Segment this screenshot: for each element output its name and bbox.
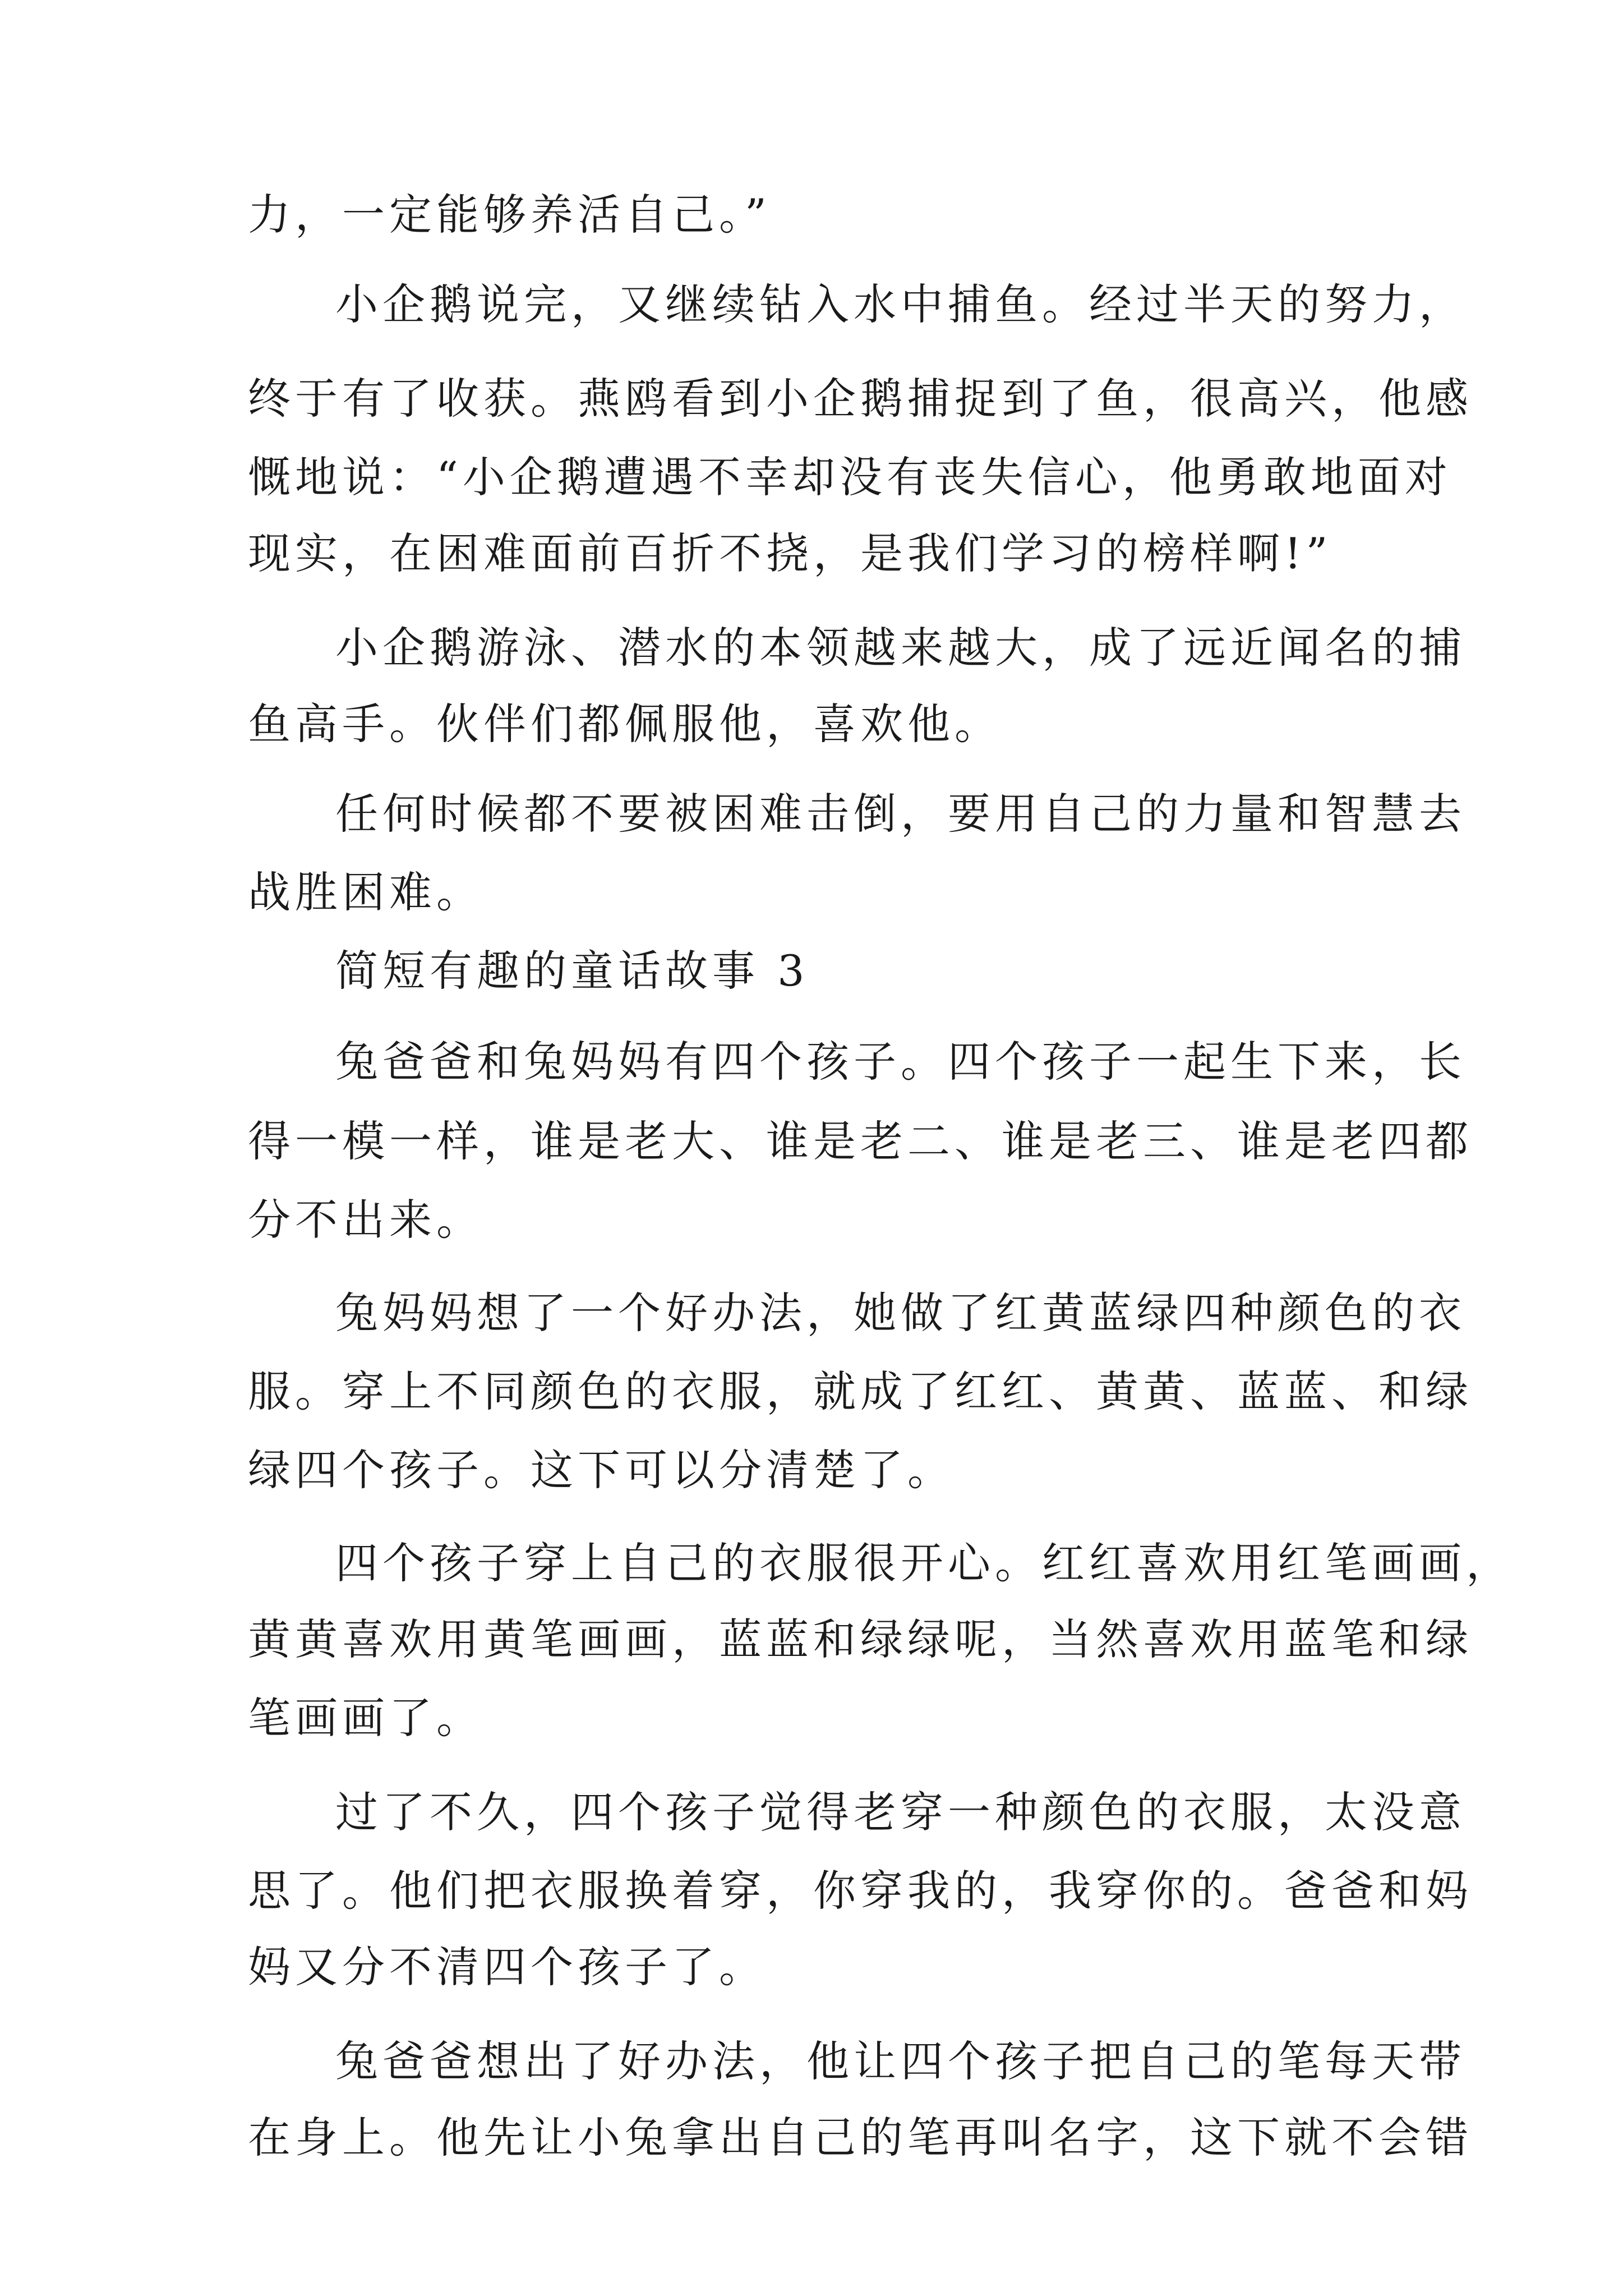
text-line: 战胜困难。 [248,867,483,917]
text-line: 妈又分不清四个孩子了。 [248,1942,766,1992]
text-line: 兔妈妈想了一个好办法，她做了红黄蓝绿四种颜色的衣 [335,1288,1466,1338]
text-line: 任何时候都不要被困难击倒，要用自己的力量和智慧去 [335,789,1466,839]
text-line: 力，一定能够养活自己。” [248,190,771,240]
text-line: 笔画画了。 [248,1693,483,1743]
text-line: 小企鹅说完，又继续钻入水中捕鱼。经过半天的努力， [335,279,1466,329]
text-line: 小企鹅游泳、潜水的本领越来越大，成了远近闻名的捕 [335,623,1466,673]
text-line: 四个孩子穿上自己的衣服很开心。红红喜欢用红笔画画， [335,1538,1513,1588]
text-line: 鱼高手。伙伴们都佩服他，喜欢他。 [248,699,1002,749]
text-line: 绿四个孩子。这下可以分清楚了。 [248,1445,955,1495]
text-line: 分不出来。 [248,1195,483,1245]
text-line: 兔爸爸想出了好办法，他让四个孩子把自己的笔每天带 [335,2036,1466,2086]
text-line: 过了不久，四个孩子觉得老穿一种颜色的衣服，太没意 [335,1787,1466,1837]
text-line: 在身上。他先让小兔拿出自己的笔再叫名字，这下就不会错 [248,2113,1473,2162]
text-line: 现实，在困难面前百折不挠，是我们学习的榜样啊!” [248,528,1332,578]
text-line: 兔爸爸和兔妈妈有四个孩子。四个孩子一起生下来，长 [335,1037,1466,1087]
text-line: 得一模一样，谁是老大、谁是老二、谁是老三、谁是老四都 [248,1116,1473,1166]
section-heading: 简短有趣的童话故事 3 [335,946,809,996]
text-line: 终于有了收获。燕鸥看到小企鹅捕捉到了鱼，很高兴，他感 [248,374,1473,424]
text-line: 慨地说：“小企鹅遭遇不幸却没有丧失信心，他勇敢地面对 [248,452,1452,502]
text-line: 思了。他们把衣服换着穿，你穿我的，我穿你的。爸爸和妈 [248,1866,1473,1916]
text-line: 黄黄喜欢用黄笔画画，蓝蓝和绿绿呢，当然喜欢用蓝笔和绿 [248,1614,1473,1664]
text-line: 服。穿上不同颜色的衣服，就成了红红、黄黄、蓝蓝、和绿 [248,1366,1473,1416]
